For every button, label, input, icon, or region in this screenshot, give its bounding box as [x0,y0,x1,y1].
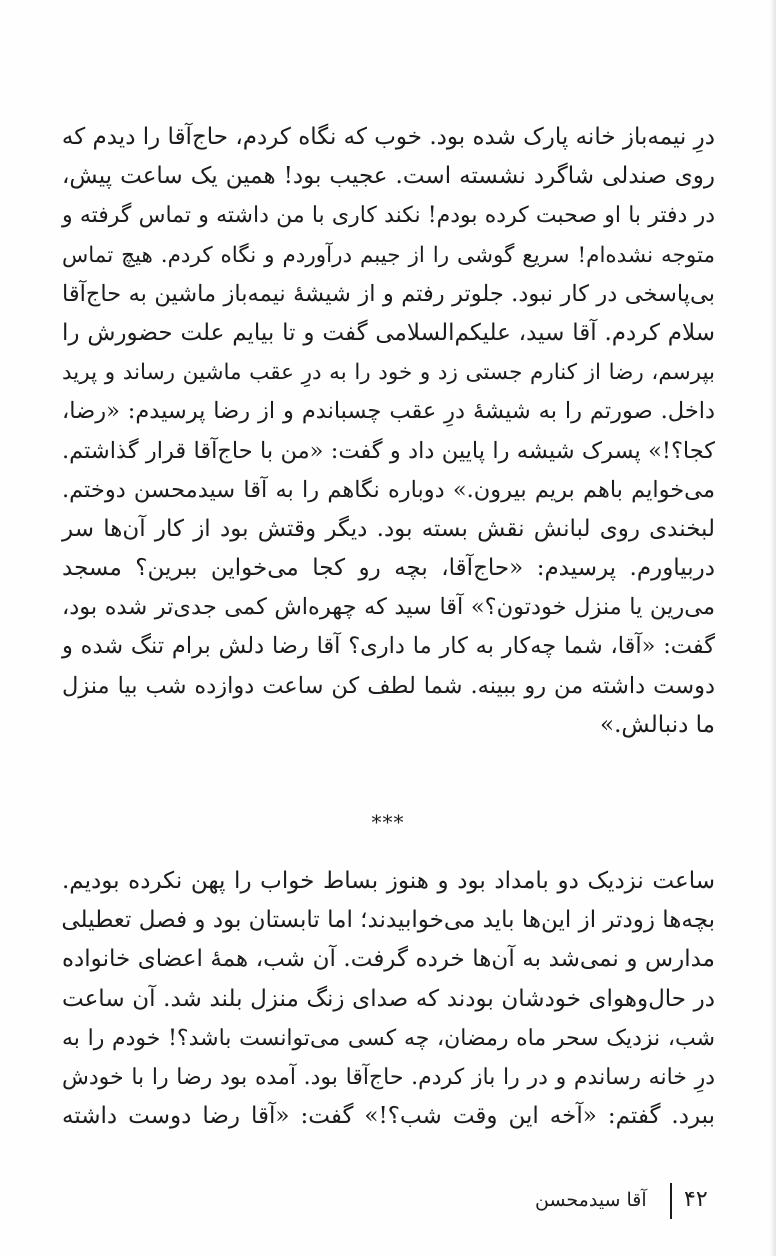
text-line: بپرسم، رضا از کنارم جستی زد و خود را به درِ عقب ماشین رساند و پرید [62,360,715,386]
text-line: ساعت نزدیک دو بامداد بود و هنوز بساط خواب را پهن نکرده بودیم. [62,868,715,894]
page-footer [0,1183,776,1223]
text-line: درِ نیمه‌باز خانه پارک شده بود. خوب که نگاه کردم، حاج‌آقا را دیدم که [61,124,715,150]
text-line: دربیاورم. پرسیدم: «حاج‌آقا، بچه رو کجا می‌خواین ببرین؟ مسجد [62,555,715,582]
running-title: آقا سیدمحسن [535,1189,647,1211]
footer-divider [670,1183,672,1219]
text-line: شب، نزدیک سحر ماه رمضان، چه کسی می‌توانست باشد؟! خودم را به [62,1025,715,1051]
text-line: بچه‌ها زودتر از این‌ها باید می‌خوابیدند؛ اما تابستان بود و فصل تعطیلی [61,907,715,934]
text-line: متوجه نشده‌ام! سریع گوشی را از جیبم درآوردم و نگاه کردم. هیچ تماس [62,242,715,268]
page-number: ۴۲ [684,1187,708,1212]
text-line: می‌رین یا منزل خودتون؟» آقا سید که چهره‌اش کمی جدی‌تر شده بود، [62,594,715,621]
text-line: دوست داشته من رو ببینه. شما لطف کن ساعت دوازده شب بیا منزل [62,672,715,699]
text-line: گفت: «آقا، شما چه‌کار به کار ما داری؟ آقا رضا دلش برام تنگ شده و [62,633,715,660]
text-line: ببرد. گفتم: «آخه این وقت شب؟!» گفت: «آقا رضا دوست داشته [62,1103,715,1130]
text-line: روی صندلی شاگرد نشسته است. عجیب بود! همین یک ساعت پیش، [62,163,715,190]
text-line: لبخندی روی لبانش نقش بسته بود. دیگر وقتش بود از کار آن‌ها سر [62,515,715,542]
text-line: ما دنبالش.» [600,711,715,738]
text-line: کجا؟!» پسرک شیشه را پایین داد و گفت: «من با حاج‌آقا قرار گذاشتم. [62,437,715,464]
text-line: داخل. صورتم را به شیشهٔ درِ عقب چسباندم و از رضا پرسیدم: «رضا، [62,398,715,425]
text-line: می‌خوایم باهم بریم بیرون.» دوباره نگاهم را به آقا سیدمحسن دوختم. [62,476,715,503]
text-line: درِ خانه رساندم و در را باز کردم. حاج‌آقا بود. آمده بود رضا را با خودش [62,1064,715,1090]
paragraph-1 [62,118,715,745]
paragraph-2 [62,862,715,1136]
text-line: در دفتر با او صحبت کرده بودم! نکند کاری با من داشته و تماس گرفته و [62,203,715,229]
page-edge-shadow [770,0,776,1256]
section-separator: *** [371,810,405,834]
text-line: بی‌پاسخی در کار نبود. جلوتر رفتم و از شیشهٔ نیمه‌باز ماشین به حاج‌آقا [62,280,715,307]
text-line: در حال‌وهوای خودشان بودند که صدای زنگ منزل بلند شد. آن ساعت [62,985,715,1012]
text-line: مدارس و نمی‌شد به آن‌ها خرده گرفت. آن شب، همهٔ اعضای خانواده [62,946,715,973]
text-line: سلام کردم. آقا سید، علیکم‌السلامی گفت و تا بیایم علت حضورش را [62,319,715,346]
